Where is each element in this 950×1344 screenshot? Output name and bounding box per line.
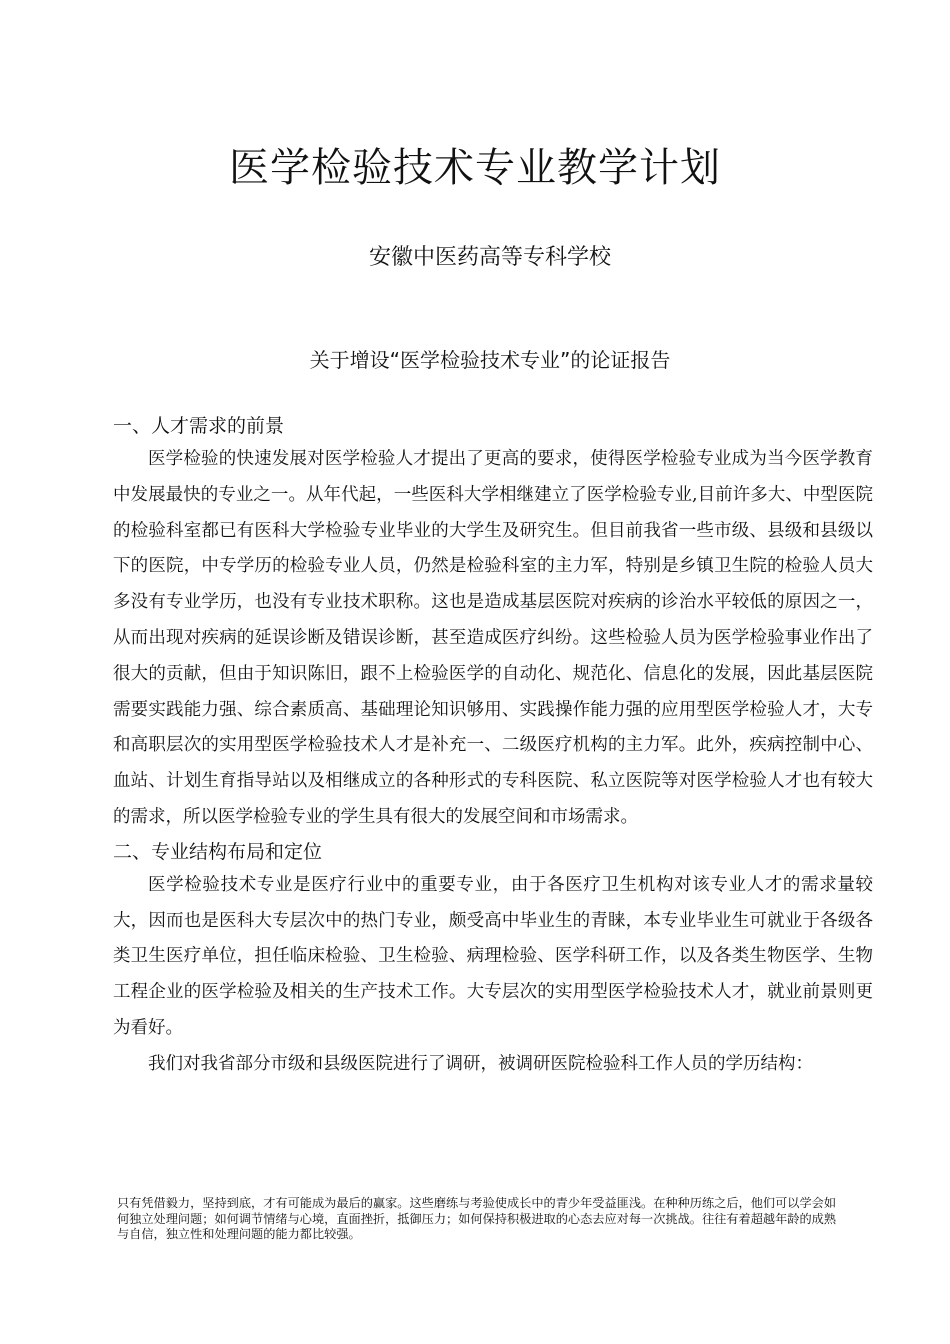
- school-name: 安徽中医药高等专科学校: [368, 245, 611, 270]
- section-2-paragraph-2: 我们对我省部分市级和县级医院进行了调研，被调研医院检验科工作人员的学历结构：: [148, 1053, 813, 1074]
- section-heading-1: 一、人才需求的前景: [113, 415, 285, 437]
- footer-note: 只有凭借毅力，坚持到底，才有可能成为最后的赢家。这些磨练与考验使成长中的青少年受益匪浅。在种种历练之后，他们可以学会如何独立处理问题；如何调节情绪与心境，直面挫折，抵御压力；如何保持积极进取的心态去应对每一次挑战。往往有着超越年龄的成熟与自信，独立性和处理问题的能力都比较强。: [117, 1196, 837, 1242]
- report-title: 关于增设“医学检验技术专业”的论证报告: [309, 348, 671, 372]
- document-body: [113, 410, 873, 1083]
- document-title: 医学检验技术专业教学计划: [229, 145, 721, 191]
- section-heading-2: 二、专业结构布局和定位: [113, 840, 323, 863]
- section-2-paragraph-1: 医学检验技术专业是医疗行业中的重要专业，由于各医疗卫生机构对该专业人才的需求量较大，因而也是医科大专层次中的热门专业，颇受高中毕业生的青睐，本专业毕业生可就业于各级各类卫生医疗单位，担任临床检验、卫生检验、病理检验、医学科研工作，以及各类生物医学、生物工程企业的医学检验及相关的生产技术工作。大专层次的实用型医学检验技术人才，就业前景则更为看好。: [113, 874, 873, 1038]
- section-1-paragraph-1: 医学检验的快速发展对医学检验人才提出了更高的要求，使得医学检验专业成为当今医学教育中发展最快的专业之一。从年代起，一些医科大学相继建立了医学检验专业,目前许多大、中型医院的检验科室都已有医科大学检验专业毕业的大学生及研究生。但目前我省一些市级、县级和县级以下的医院，中专学历的检验专业人员，仍然是检验科室的主力军，特别是乡镇卫生院的检验人员大多没有专业学历，也没有专业技术职称。这也是造成基层医院对疾病的诊治水平较低的原因之一，从而出现对疾病的延误诊断及错误诊断，甚至造成医疗纠纷。这些检验人员为医学检验事业作出了很大的贡献，但由于知识陈旧，跟不上检验医学的自动化、规范化、信息化的发展，因此基层医院需要实践能力强、综合素质高、基础理论知识够用、实践操作能力强的应用型医学检验人才，大专和高职层次的实用型医学检验技术人才是补充一、二级医疗机构的主力军。此外，疾病控制中心、血站、计划生育指导站以及相继成立的各种形式的专科医院、私立医院等对医学检验人才也有较大的需求，所以医学检验专业的学生具有很大的发展空间和市场需求。: [113, 449, 873, 827]
